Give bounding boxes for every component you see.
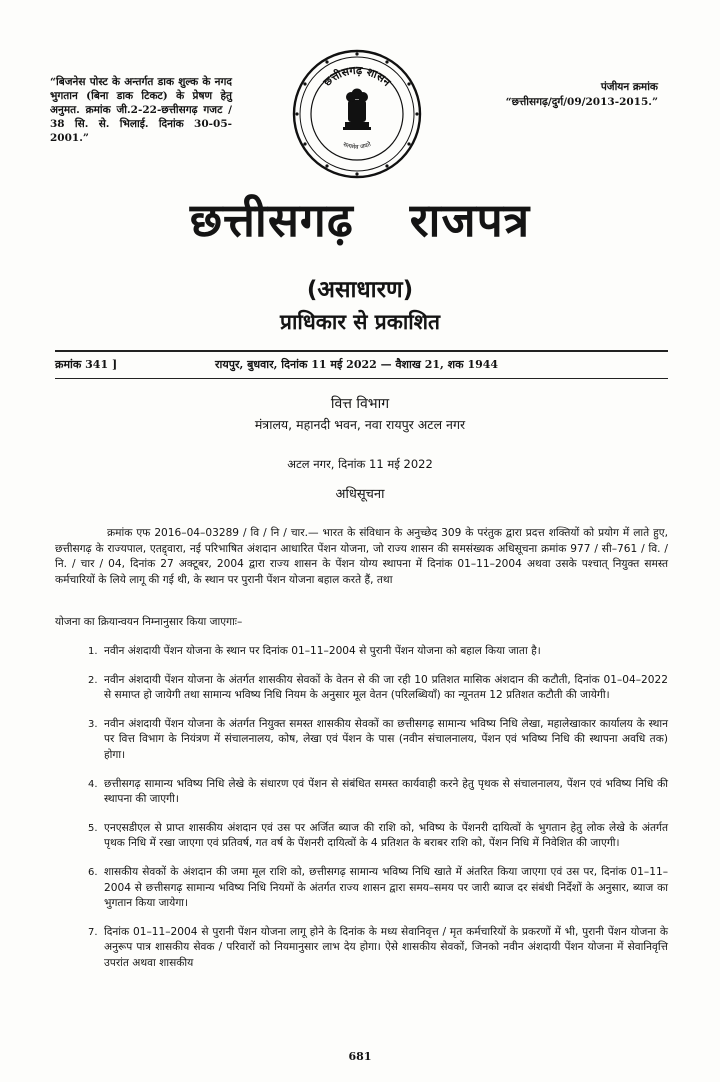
- registration-number: “छत्तीसगढ़/दुर्ग/09/2013-2015.”: [505, 96, 658, 108]
- department-name: वित्त विभाग: [330, 396, 390, 412]
- masthead-word-state: छत्तीसगढ़: [189, 193, 354, 247]
- list-item-text: नवीन अंशदायी पेंशन योजना के अंतर्गत नियुक्त समस्त शासकीय सेवकों का छत्तीसगढ़ सामान्य भविष्य निधि लेखा, महालेखाकार कार्यालय के स्थान पर वित्त विभाग के नियंत्रण में संचालनालय, कोष, लेखा एवं पेंशन के पास (नवीन संचालनालय, पेंशन एवं भविष्य निधि की स्थापना अवधि तक) होगा।: [104, 717, 668, 761]
- page-number: 681: [348, 1050, 372, 1063]
- issue-line: [55, 355, 668, 375]
- list-item-text: छत्तीसगढ़ सामान्य भविष्य निधि लेखे के संधारण एवं पेंशन से संबंधित समस्त कार्यवाही करने हेतु पृथक से संचालनालय, पेंशन एवं भविष्य निधि की स्थापना की जाएगी।: [104, 777, 668, 806]
- state-emblem-seal: [291, 48, 423, 180]
- issue-top-rule: [55, 350, 668, 352]
- registration-label: पंजीयन क्रमांक: [600, 81, 658, 93]
- authority-label: प्राधिकार से प्रकाशित: [280, 310, 440, 334]
- implementation-intro: योजना का क्रियान्वयन निम्नानुसार किया जाएगाः–: [55, 616, 243, 628]
- list-item-number: 7.: [88, 926, 98, 938]
- list-item: [55, 717, 668, 764]
- seal-top-text: छत्तीसगढ़ शासन: [320, 63, 394, 89]
- provisions-list: [55, 644, 668, 985]
- list-item-text: दिनांक 01–11–2004 से पुरानी पेंशन योजना लागू होने के दिनांक के मध्य सेवानिवृत्त / मृत कर्मचारियों के प्रकरणों में भी, पुरानी पेंशन योजना के अनुरूप पात्र शासकीय सेवक / परिवारों को नियमानुसार लाभ देय होगा। ऐसे शासकीय सेवकों, जिनको नवीन अंशदायी पेंशन योजना में सेवानिवृत्ति उपरांत अथवा शासकीय: [104, 925, 668, 969]
- notification-title: अधिसूचना: [335, 487, 385, 502]
- list-item-number: 6.: [88, 866, 98, 878]
- list-item-number: 4.: [88, 778, 98, 790]
- list-item-text: नवीन अंशदायी पेंशन योजना के अंतर्गत शासकीय सेवकों के वेतन से की जा रही 10 प्रतिशत मासिक अंशदान की कटौती, दिनांक 01–04–2022 से समाप्त हो जायेगी तथा सामान्य भविष्य निधि नियम के अनुसार मूल वेतन (परिलब्धियाँ) का न्यूनतम 12 प्रतिशत कटौती की जायेगी।: [104, 673, 668, 702]
- list-item-text: शासकीय सेवकों के अंशदान की जमा मूल राशि को, छत्तीसगढ़ सामान्य भविष्य निधि खाते में अंतरित किया जाएगा एवं उस पर, दिनांक 01–11–2004 से छत्तीसगढ़ सामान्य भविष्य निधि नियमों के अंतर्गत राज्य शासन द्वारा समय–समय पर जारी ब्याज दर संबंधी निर्देशों के अनुसार, ब्याज का भुगतान किया जायेगा।: [104, 865, 668, 910]
- masthead-word-gazette: राजपत्र: [409, 193, 531, 247]
- list-item: [55, 673, 668, 704]
- issue-bottom-rule: [55, 378, 668, 379]
- list-item-number: 5.: [88, 822, 98, 834]
- issue-date: रायपुर, बुधवार, दिनांक 11 मई 2022 — वैशाख 21, शक 1944: [215, 358, 499, 371]
- list-item-number: 2.: [88, 674, 98, 686]
- list-item: [55, 865, 668, 912]
- list-item-number: 1.: [88, 646, 98, 657]
- seal-motto-text: सत्यमेव जयते: [341, 140, 373, 151]
- edition-label: (असाधारण): [306, 277, 414, 303]
- list-item-text: नवीन अंशदायी पेंशन योजना के स्थान पर दिनांक 01–11–2004 से पुरानी पेंशन योजना को बहाल किया जाता है।: [104, 645, 541, 657]
- notice-place-date: अटल नगर, दिनांक 11 मई 2022: [287, 457, 433, 471]
- registration-block: [458, 80, 658, 110]
- list-item: [55, 777, 668, 808]
- department-address: मंत्रालय, महानदी भवन, नवा रायपुर अटल नगर: [254, 417, 466, 432]
- preamble-paragraph: क्रमांक एफ 2016–04–03289 / वि / नि / चार.— भारत के संविधान के अनुच्छेद 309 के परंतुक द्वारा प्रदत्त शक्तियों को प्रयोग में लाते हुए, छत्तीसगढ़ के राज्यपाल, एतद्द्वारा, नई परिभाषित अंशदान आधारित पेंशन योजना, जो राज्य शासन की समसंख्यक अधिसूचना क्रमांक 977 / सी–761 / वि. / नि. / चार / 04, दिनांक 27 अक्टूबर, 2004 द्वारा राज्य शासन के पेंशन योग्य स्थापना में दिनांक 01–11–2004 अथवा उसके पश्चात् नियुक्त समस्त कर्मचारियों के लिये लागू की गई थी, के स्थान पर पुरानी पेंशन योजना बहाल करते हैं, तथा: [55, 527, 668, 586]
- list-item-text: एनएसडीएल से प्राप्त शासकीय अंशदान एवं उस पर अर्जित ब्याज की राशि को, भविष्य के पेंशनरी दायित्वों के भुगतान हेतु लोक लेखे के अंतर्गत पृथक निधि में रखा जाएगा एवं प्रतिवर्ष, गत वर्ष के पेंशनरी दायित्वों के 4 प्रतिशत के बराबर राशि को, पेंशन निधि में निवेशित की जाएगी।: [104, 821, 668, 850]
- svg-text:सत्यमेव जयते: [342, 140, 373, 151]
- svg-text:छत्तीसगढ़ शासन: [320, 64, 394, 90]
- list-item-number: 3.: [88, 718, 98, 730]
- postal-permission-note: “बिजनेस पोस्ट के अन्तर्गत डाक शुल्क के नगद भुगतान (बिना डाक टिकट) के प्रेषण हेतु अनुमत. क्रमांक जी.2-22-छत्तीसगढ़ गजट / 38 सि. से. भिलाई. दिनांक 30-05-2001.”: [50, 76, 232, 144]
- list-item: [55, 925, 668, 972]
- list-item: [55, 644, 668, 660]
- gazette-masthead: [0, 190, 720, 250]
- list-item: [55, 821, 668, 852]
- issue-number: क्रमांक 341 ]: [55, 358, 118, 371]
